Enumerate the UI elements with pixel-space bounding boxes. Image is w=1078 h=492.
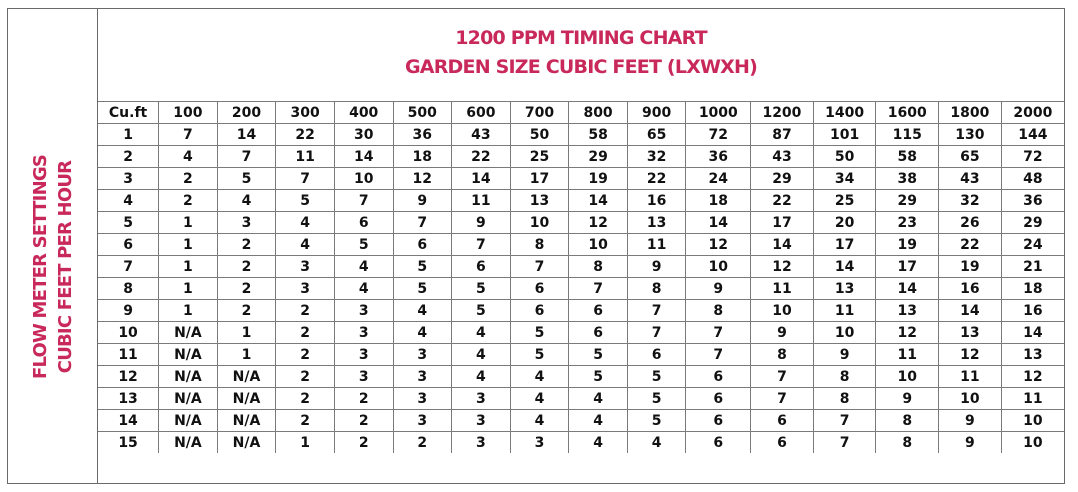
- timing-cell: 12: [569, 212, 628, 234]
- timing-cell: 1: [159, 300, 218, 322]
- timing-cell: 3: [334, 344, 393, 366]
- timing-cell: 16: [627, 190, 686, 212]
- timing-cell: N/A: [217, 388, 276, 410]
- timing-cell: 4: [569, 388, 628, 410]
- timing-cell: 6: [510, 300, 569, 322]
- chart-subtitle: GARDEN SIZE CUBIC FEET (LXWXH): [405, 56, 757, 78]
- timing-cell: 2: [276, 322, 335, 344]
- timing-cell: 12: [393, 168, 452, 190]
- timing-cell: 22: [452, 146, 511, 168]
- timing-cell: 4: [159, 146, 218, 168]
- timing-cell: 38: [876, 168, 939, 190]
- timing-cell: 5: [510, 322, 569, 344]
- timing-cell: 7: [813, 410, 876, 432]
- timing-cell: 10: [510, 212, 569, 234]
- timing-cell: 6: [393, 234, 452, 256]
- timing-cell: 34: [813, 168, 876, 190]
- timing-cell: N/A: [159, 410, 218, 432]
- timing-cell: 1: [217, 344, 276, 366]
- row-flow-setting-cell: 8: [98, 278, 159, 300]
- timing-cell: 14: [751, 234, 814, 256]
- timing-cell: 6: [686, 388, 751, 410]
- timing-cell: 19: [939, 256, 1002, 278]
- timing-cell: 10: [939, 388, 1002, 410]
- chart-title: 1200 PPM TIMING CHART: [455, 27, 707, 49]
- timing-cell: 24: [686, 168, 751, 190]
- timing-cell: 72: [686, 124, 751, 146]
- timing-cell: 22: [276, 124, 335, 146]
- table-row: [98, 256, 1064, 278]
- timing-cell: 2: [393, 432, 452, 454]
- timing-cell: N/A: [159, 432, 218, 454]
- timing-cell: 3: [393, 410, 452, 432]
- timing-cell: 6: [686, 410, 751, 432]
- table-row: [98, 190, 1064, 212]
- timing-cell: 4: [276, 212, 335, 234]
- timing-cell: 17: [876, 256, 939, 278]
- timing-cell: 4: [510, 366, 569, 388]
- timing-cell: 3: [452, 432, 511, 454]
- table-row: [98, 366, 1064, 388]
- timing-cell: 9: [751, 322, 814, 344]
- timing-cell: N/A: [159, 322, 218, 344]
- header-cell-size: 600: [452, 102, 511, 124]
- timing-cell: 7: [686, 322, 751, 344]
- timing-cell: 5: [334, 234, 393, 256]
- chart-header: [98, 9, 1064, 101]
- timing-cell: 4: [510, 410, 569, 432]
- timing-cell: 43: [939, 168, 1002, 190]
- row-flow-setting-cell: 7: [98, 256, 159, 278]
- timing-cell: 16: [939, 278, 1002, 300]
- timing-cell: 4: [452, 344, 511, 366]
- timing-cell: 36: [686, 146, 751, 168]
- timing-cell: 2: [159, 168, 218, 190]
- timing-cell: N/A: [159, 344, 218, 366]
- timing-cell: 2: [276, 410, 335, 432]
- timing-cell: 5: [627, 366, 686, 388]
- timing-cell: 3: [276, 256, 335, 278]
- timing-cell: 14: [1001, 322, 1064, 344]
- timing-cell: 8: [510, 234, 569, 256]
- row-flow-setting-cell: 10: [98, 322, 159, 344]
- timing-cell: 50: [813, 146, 876, 168]
- timing-cell: 7: [751, 388, 814, 410]
- timing-cell: 2: [276, 366, 335, 388]
- chart-main: [98, 9, 1064, 483]
- timing-cell: 7: [686, 344, 751, 366]
- timing-cell: 7: [276, 168, 335, 190]
- row-flow-setting-cell: 14: [98, 410, 159, 432]
- timing-cell: 13: [876, 300, 939, 322]
- timing-cell: 23: [876, 212, 939, 234]
- timing-cell: 10: [686, 256, 751, 278]
- timing-cell: 21: [1001, 256, 1064, 278]
- timing-cell: 11: [276, 146, 335, 168]
- timing-cell: 8: [751, 344, 814, 366]
- timing-cell: 7: [393, 212, 452, 234]
- header-cell-size: 200: [217, 102, 276, 124]
- timing-cell: 3: [334, 300, 393, 322]
- timing-cell: 43: [452, 124, 511, 146]
- timing-cell: 3: [452, 410, 511, 432]
- row-flow-setting-cell: 5: [98, 212, 159, 234]
- timing-cell: 29: [876, 190, 939, 212]
- timing-cell: 8: [627, 278, 686, 300]
- timing-cell: 14: [334, 146, 393, 168]
- timing-cell: 10: [569, 234, 628, 256]
- timing-cell: 4: [627, 432, 686, 454]
- timing-cell: 7: [813, 432, 876, 454]
- timing-cell: 6: [686, 432, 751, 454]
- table-body: [98, 124, 1064, 454]
- timing-cell: 10: [1001, 432, 1064, 454]
- timing-cell: 10: [751, 300, 814, 322]
- timing-cell: 26: [939, 212, 1002, 234]
- timing-cell: 2: [334, 388, 393, 410]
- timing-cell: 4: [569, 410, 628, 432]
- timing-cell: 36: [393, 124, 452, 146]
- table-row: [98, 234, 1064, 256]
- timing-cell: 19: [876, 234, 939, 256]
- table-row: [98, 344, 1064, 366]
- timing-cell: 10: [813, 322, 876, 344]
- timing-cell: 2: [276, 300, 335, 322]
- timing-cell: 20: [813, 212, 876, 234]
- timing-cell: 1: [217, 322, 276, 344]
- timing-cell: 7: [452, 234, 511, 256]
- timing-cell: 6: [686, 366, 751, 388]
- timing-cell: 3: [334, 322, 393, 344]
- timing-cell: N/A: [159, 366, 218, 388]
- table-row: [98, 168, 1064, 190]
- timing-cell: 7: [159, 124, 218, 146]
- timing-cell: 10: [1001, 410, 1064, 432]
- timing-cell: 22: [751, 190, 814, 212]
- row-flow-setting-cell: 6: [98, 234, 159, 256]
- timing-cell: 9: [627, 256, 686, 278]
- timing-cell: 6: [569, 300, 628, 322]
- timing-cell: 1: [159, 234, 218, 256]
- timing-cell: 3: [393, 366, 452, 388]
- timing-cell: 19: [569, 168, 628, 190]
- row-flow-setting-cell: 1: [98, 124, 159, 146]
- timing-cell: 16: [1001, 300, 1064, 322]
- timing-cell: 17: [510, 168, 569, 190]
- timing-cell: 7: [569, 278, 628, 300]
- timing-cell: 8: [813, 388, 876, 410]
- header-cell-size: 1000: [686, 102, 751, 124]
- table-row: [98, 410, 1064, 432]
- side-label-line2: CUBIC FEET PER HOUR: [55, 160, 76, 374]
- timing-cell: 6: [751, 410, 814, 432]
- timing-cell: 7: [510, 256, 569, 278]
- timing-cell: 7: [334, 190, 393, 212]
- timing-cell: 2: [217, 300, 276, 322]
- timing-cell: 1: [276, 432, 335, 454]
- timing-cell: 3: [452, 388, 511, 410]
- timing-cell: 8: [569, 256, 628, 278]
- timing-cell: 4: [334, 256, 393, 278]
- timing-cell: 6: [452, 256, 511, 278]
- timing-cell: 9: [393, 190, 452, 212]
- timing-cell: 6: [510, 278, 569, 300]
- timing-cell: 13: [939, 322, 1002, 344]
- timing-cell: 3: [217, 212, 276, 234]
- row-flow-setting-cell: 11: [98, 344, 159, 366]
- table-row: [98, 432, 1064, 454]
- timing-cell: 18: [1001, 278, 1064, 300]
- timing-cell: 2: [217, 234, 276, 256]
- timing-cell: 9: [876, 388, 939, 410]
- timing-cell: 58: [569, 124, 628, 146]
- timing-cell: 13: [510, 190, 569, 212]
- timing-cell: 3: [393, 388, 452, 410]
- timing-cell: 22: [939, 234, 1002, 256]
- timing-cell: 5: [452, 278, 511, 300]
- timing-cell: 4: [393, 322, 452, 344]
- side-label-line1: FLOW METER SETTINGS: [30, 155, 51, 379]
- timing-cell: N/A: [159, 388, 218, 410]
- timing-cell: 24: [1001, 234, 1064, 256]
- table-row: [98, 388, 1064, 410]
- row-flow-setting-cell: 3: [98, 168, 159, 190]
- row-flow-setting-cell: 2: [98, 146, 159, 168]
- timing-cell: 12: [939, 344, 1002, 366]
- timing-cell: 18: [393, 146, 452, 168]
- table-row: [98, 278, 1064, 300]
- timing-cell: 29: [569, 146, 628, 168]
- header-cell-size: 1400: [813, 102, 876, 124]
- timing-cell: 2: [217, 256, 276, 278]
- timing-cell: 5: [452, 300, 511, 322]
- header-cell-size: 300: [276, 102, 335, 124]
- timing-cell: 1: [159, 256, 218, 278]
- timing-cell: 18: [686, 190, 751, 212]
- row-flow-setting-cell: 13: [98, 388, 159, 410]
- timing-cell: 2: [334, 432, 393, 454]
- header-row: [98, 102, 1064, 124]
- table-header: [98, 102, 1064, 124]
- timing-cell: 5: [510, 344, 569, 366]
- timing-cell: 4: [569, 432, 628, 454]
- timing-cell: 58: [876, 146, 939, 168]
- timing-cell: 9: [939, 410, 1002, 432]
- timing-cell: 11: [813, 300, 876, 322]
- timing-cell: 11: [1001, 388, 1064, 410]
- side-label: [28, 155, 78, 379]
- side-label-panel: [8, 9, 98, 483]
- timing-cell: N/A: [217, 432, 276, 454]
- row-flow-setting-cell: 9: [98, 300, 159, 322]
- timing-cell: 9: [452, 212, 511, 234]
- timing-cell: 25: [510, 146, 569, 168]
- timing-cell: 11: [751, 278, 814, 300]
- timing-cell: 22: [627, 168, 686, 190]
- timing-cell: 17: [751, 212, 814, 234]
- table-row: [98, 212, 1064, 234]
- timing-cell: 5: [627, 388, 686, 410]
- timing-cell: 2: [159, 190, 218, 212]
- timing-cell: 5: [217, 168, 276, 190]
- timing-cell: 4: [393, 300, 452, 322]
- header-cell-size: 1800: [939, 102, 1002, 124]
- timing-cell: 14: [813, 256, 876, 278]
- header-cell-size: 500: [393, 102, 452, 124]
- header-cell-size: 100: [159, 102, 218, 124]
- timing-cell: 4: [276, 234, 335, 256]
- timing-cell: 9: [939, 432, 1002, 454]
- timing-cell: 9: [813, 344, 876, 366]
- timing-cell: 4: [452, 322, 511, 344]
- timing-cell: 6: [751, 432, 814, 454]
- header-cell-cuft: Cu.ft: [98, 102, 159, 124]
- row-flow-setting-cell: 12: [98, 366, 159, 388]
- timing-cell: 14: [452, 168, 511, 190]
- timing-cell: 11: [627, 234, 686, 256]
- timing-cell: 4: [334, 278, 393, 300]
- timing-cell: 14: [569, 190, 628, 212]
- timing-cell: 2: [334, 410, 393, 432]
- header-cell-size: 1200: [751, 102, 814, 124]
- timing-cell: 7: [627, 300, 686, 322]
- timing-cell: 7: [217, 146, 276, 168]
- timing-cell: 8: [813, 366, 876, 388]
- table-row: [98, 146, 1064, 168]
- timing-cell: 25: [813, 190, 876, 212]
- timing-cell: 17: [813, 234, 876, 256]
- header-cell-size: 400: [334, 102, 393, 124]
- header-cell-size: 900: [627, 102, 686, 124]
- timing-cell: 10: [334, 168, 393, 190]
- header-cell-size: 700: [510, 102, 569, 124]
- table-row: [98, 300, 1064, 322]
- timing-cell: 3: [393, 344, 452, 366]
- timing-cell: 12: [1001, 366, 1064, 388]
- timing-cell: 14: [939, 300, 1002, 322]
- timing-cell: 5: [569, 366, 628, 388]
- header-cell-size: 1600: [876, 102, 939, 124]
- timing-cell: 29: [751, 168, 814, 190]
- timing-chart-frame: [7, 8, 1065, 484]
- timing-cell: 2: [276, 344, 335, 366]
- timing-cell: 12: [751, 256, 814, 278]
- timing-cell: 10: [876, 366, 939, 388]
- timing-cell: 13: [813, 278, 876, 300]
- header-cell-size: 2000: [1001, 102, 1064, 124]
- timing-cell: 12: [686, 234, 751, 256]
- timing-cell: 115: [876, 124, 939, 146]
- timing-cell: 6: [569, 322, 628, 344]
- timing-cell: 7: [751, 366, 814, 388]
- timing-cell: 13: [1001, 344, 1064, 366]
- timing-cell: 144: [1001, 124, 1064, 146]
- timing-cell: 65: [939, 146, 1002, 168]
- timing-cell: 4: [452, 366, 511, 388]
- timing-cell: 29: [1001, 212, 1064, 234]
- timing-cell: 7: [627, 322, 686, 344]
- timing-cell: 5: [393, 256, 452, 278]
- timing-cell: 14: [876, 278, 939, 300]
- timing-cell: 48: [1001, 168, 1064, 190]
- table-row: [98, 322, 1064, 344]
- timing-cell: 6: [627, 344, 686, 366]
- timing-cell: 101: [813, 124, 876, 146]
- timing-cell: 4: [217, 190, 276, 212]
- timing-cell: 36: [1001, 190, 1064, 212]
- timing-table: [98, 101, 1064, 453]
- timing-cell: 8: [686, 300, 751, 322]
- timing-cell: 11: [876, 344, 939, 366]
- timing-cell: 14: [217, 124, 276, 146]
- timing-cell: 32: [939, 190, 1002, 212]
- timing-cell: 5: [393, 278, 452, 300]
- timing-cell: 6: [334, 212, 393, 234]
- timing-cell: 32: [627, 146, 686, 168]
- timing-cell: 43: [751, 146, 814, 168]
- timing-cell: 13: [627, 212, 686, 234]
- timing-cell: 2: [217, 278, 276, 300]
- timing-cell: 72: [1001, 146, 1064, 168]
- timing-cell: N/A: [217, 366, 276, 388]
- timing-cell: 87: [751, 124, 814, 146]
- timing-cell: 9: [686, 278, 751, 300]
- timing-cell: 5: [276, 190, 335, 212]
- timing-cell: 30: [334, 124, 393, 146]
- row-flow-setting-cell: 15: [98, 432, 159, 454]
- timing-cell: N/A: [217, 410, 276, 432]
- timing-cell: 11: [939, 366, 1002, 388]
- timing-cell: 5: [569, 344, 628, 366]
- timing-cell: 14: [686, 212, 751, 234]
- timing-cell: 130: [939, 124, 1002, 146]
- timing-cell: 3: [334, 366, 393, 388]
- timing-cell: 2: [276, 388, 335, 410]
- header-cell-size: 800: [569, 102, 628, 124]
- timing-cell: 12: [876, 322, 939, 344]
- timing-cell: 8: [876, 410, 939, 432]
- row-flow-setting-cell: 4: [98, 190, 159, 212]
- timing-cell: 11: [452, 190, 511, 212]
- timing-cell: 1: [159, 278, 218, 300]
- timing-cell: 3: [276, 278, 335, 300]
- timing-cell: 65: [627, 124, 686, 146]
- timing-cell: 50: [510, 124, 569, 146]
- timing-cell: 4: [510, 388, 569, 410]
- timing-cell: 8: [876, 432, 939, 454]
- timing-cell: 3: [510, 432, 569, 454]
- timing-cell: 1: [159, 212, 218, 234]
- timing-cell: 5: [627, 410, 686, 432]
- table-row: [98, 124, 1064, 146]
